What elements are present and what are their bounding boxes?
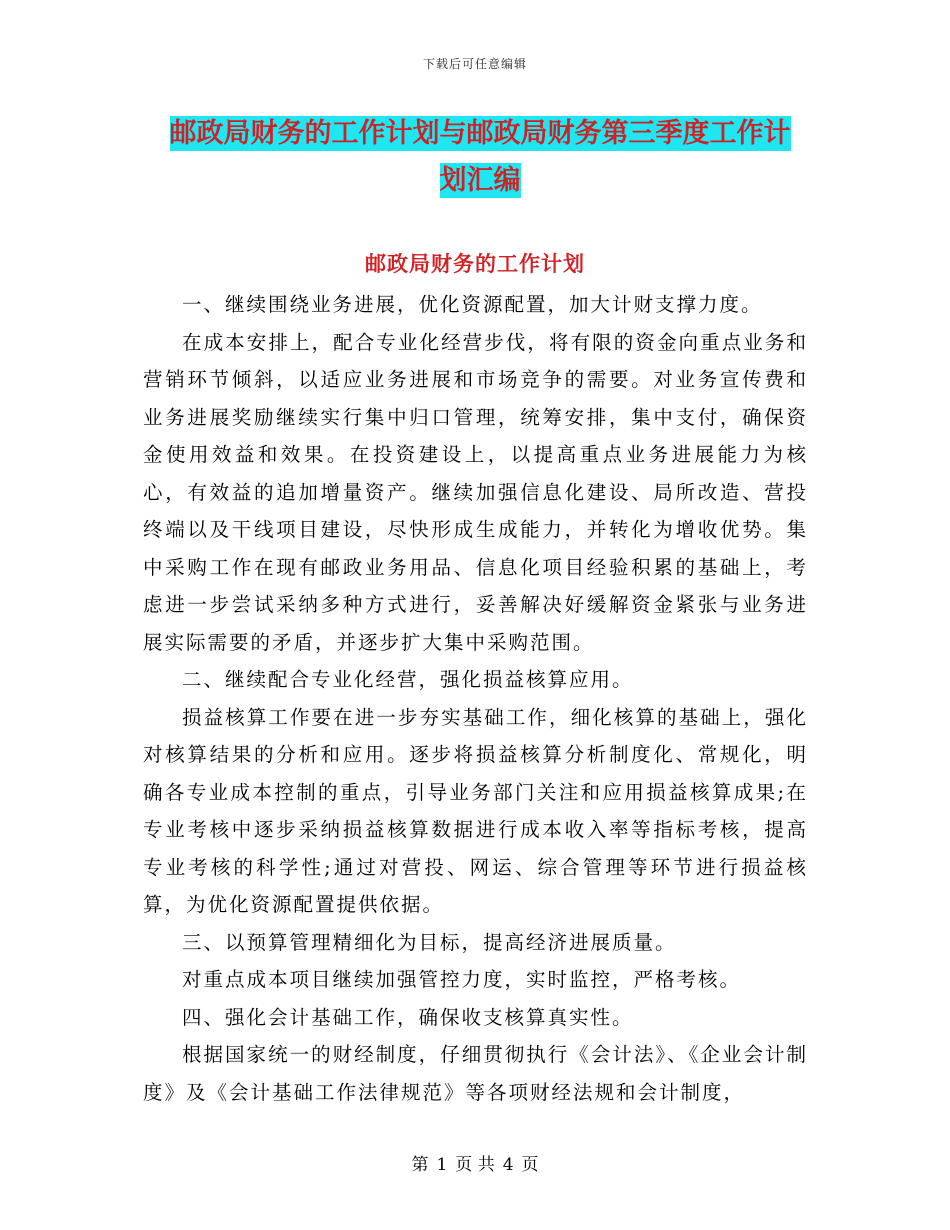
footer-prefix: 第 xyxy=(411,1155,429,1175)
footer-total-pages: 4 xyxy=(502,1155,514,1175)
section-title: 邮政局财务的工作计划 xyxy=(365,252,585,276)
paragraph: 四、强化会计基础工作，确保收支核算真实性。 xyxy=(182,1005,634,1029)
document-body xyxy=(143,286,808,1111)
document-title xyxy=(140,110,820,204)
footer-middle: 页 共 xyxy=(455,1155,495,1175)
title-line-1: 邮政局财务的工作计划与邮政局财务第三季度工作计 xyxy=(169,118,791,149)
paragraph: 三、以预算管理精细化为目标，提高经济进展质量。 xyxy=(182,930,677,954)
title-line-2: 划汇编 xyxy=(439,165,521,196)
paragraph: 损益核算工作要在进一步夯实基础工作，细化核算的基础上，强化对核算结果的分析和应用。逐步将损益核算分析制度化、常规化，明确各专业成本控制的重点，引导业务部门关注和应用损益核算成果;在专业考核中逐步采纳损益核算数据进行成本收入率等指标考核，提高专业考核的科学性;通过对营投、网运、综合管理等环节进行损益核算，为优化资源配置提供依据。 xyxy=(143,705,808,916)
paragraph: 一、继续围绕业务进展，优化资源配置，加大计财支撑力度。 xyxy=(182,293,763,316)
paragraph: 对重点成本项目继续加强管控力度，实时监控，严格考核。 xyxy=(182,968,742,991)
footer-suffix: 页 xyxy=(521,1155,539,1175)
paragraph: 二、继续配合专业化经营，强化损益核算应用。 xyxy=(182,668,634,691)
paragraph: 在成本安排上，配合专业化经营步伐，将有限的资金向重点业务和营销环节倾斜，以适应业务进展和市场竞争的需要。对业务宣传费和业务进展奖励继续实行集中归口管理，统筹安排，集中支付，确保资金使用效益和效果。在投资建设上，以提高重点业务进展能力为核心，有效益的追加增量资产。继续加强信息化建设、局所改造、营投终端以及干线项目建设，尽快形成生成能力，并转化为增收优势。集中采购工作在现有邮政业务用品、信息化项目经验积累的基础上，考虑进一步尝试采纳多种方式进行，妥善解决好缓解资金紧张与业务进展实际需要的矛盾，并逐步扩大集中采购范围。 xyxy=(143,330,808,654)
header-note: 下载后可任意编辑 xyxy=(422,57,527,71)
page-footer xyxy=(0,1150,950,1175)
paragraph: 根据国家统一的财经制度，仔细贯彻执行《会计法》、《企业会计制度》及《会计基础工作法律规范》等各项财经法规和会计制度， xyxy=(143,1043,808,1104)
footer-page-number: 1 xyxy=(436,1155,448,1175)
